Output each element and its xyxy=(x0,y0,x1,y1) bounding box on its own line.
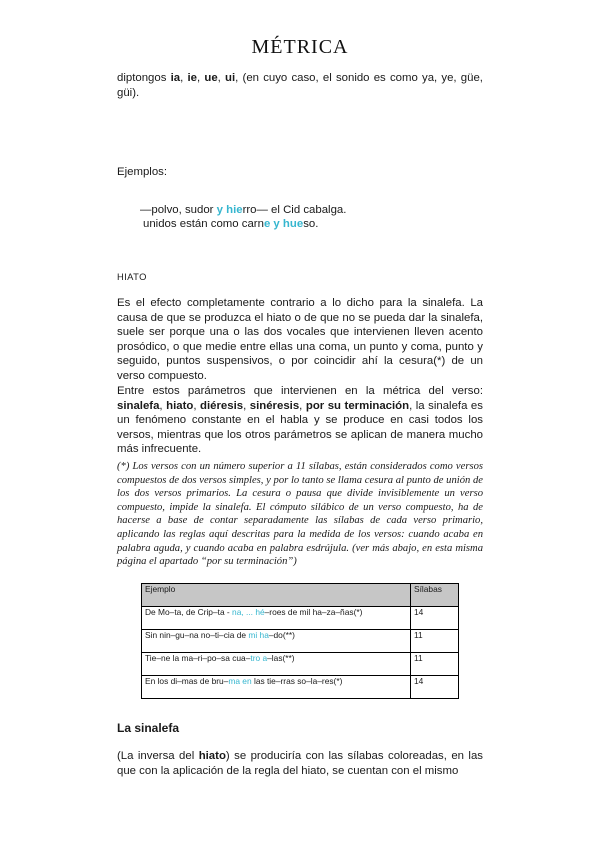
hiato-paragraph-2: Entre estos parámetros que intervienen en la métrica del verso: sinalefa, hiato, diéresis, sinéresis, por su terminación, la sinalefa es un fenómeno constante en el habla y se produce en casi todos los versos, mientras que los otros parámetros se aplican de manera mucho más infrecuente. xyxy=(117,385,483,455)
examples-label: Ejemplos: xyxy=(117,166,168,178)
hiato-heading: HIATO xyxy=(117,271,147,282)
table-row xyxy=(142,630,459,653)
table-cell-verse: De Mo–ta, de Crip–ta - na, ... hé–roes de mil ha–za–ñas(*) xyxy=(142,607,411,630)
page-title: MÉTRICA xyxy=(251,36,349,58)
cesura-footnote: (*) Los versos con un número superior a 11 sílabas, están considerados como versos compuestos de dos versos simples, y por lo tanto se llama cesura al punto de unión de los dos versos primarios. La cesura o pausa que divide invisiblemente un verso compuesto, impide la sinalefa. El cómputo silábico de un verso compuesto, ha de hacerse a base de contar separadamente las sílabas de cada verso primario, aplicando las reglas aquí descritas para la medida de los versos: cuando acaba en palabra aguda, y cuando acaba en palabra esdrújula. (ver más abajo, en esta misma página el apartado “por su terminación”) xyxy=(117,461,483,568)
table-header-silabas: Sílabas xyxy=(411,584,459,607)
hiato-paragraph-1: Es el efecto completamente contrario a lo dicho para la sinalefa. La causa de que se produzca el hiato o de que no se pueda dar la sinalefa, suele ser porque una o las dos vocales que intervienen lleven acento prosódico, o que medie entre ellas una coma, un punto y coma, punto y seguido, puntos suspensivos, o por coincidir ahí la cesura(*) de un verso compuesto. xyxy=(117,297,483,382)
example-line-2: unidos están como carne y hueso. xyxy=(143,218,319,230)
table-cell-syllables: 14 xyxy=(411,607,459,630)
intro-paragraph: diptongos ia, ie, ue, ui, (en cuyo caso, el sonido es como ya, ye, güe, güi). xyxy=(117,72,483,99)
syllable-table xyxy=(141,583,459,699)
table-cell-syllables: 14 xyxy=(411,676,459,699)
sinalefa-paragraph: (La inversa del hiato) se produciría con las sílabas coloreadas, en las que con la aplicación de la regla del hiato, se cuentan con el mismo xyxy=(117,750,483,777)
sinalefa-heading: La sinalefa xyxy=(117,721,180,735)
table-row xyxy=(142,676,459,699)
table-header-ejemplo: Ejemplo xyxy=(142,584,411,607)
table-cell-verse: Tie–ne la ma–ri–po–sa cua–tro a–las(**) xyxy=(142,653,411,676)
example-line-1: —polvo, sudor y hierro— el Cid cabalga. xyxy=(140,204,347,216)
table-cell-syllables: 11 xyxy=(411,653,459,676)
table-row xyxy=(142,653,459,676)
table-header-row xyxy=(142,584,459,607)
table-cell-verse: Sin nin–gu–na no–ti–cia de mi ha–do(**) xyxy=(142,630,411,653)
table-row xyxy=(142,607,459,630)
table-cell-syllables: 11 xyxy=(411,630,459,653)
table-cell-verse: En los di–mas de bru–ma en las tie–rras so–la–res(*) xyxy=(142,676,411,699)
